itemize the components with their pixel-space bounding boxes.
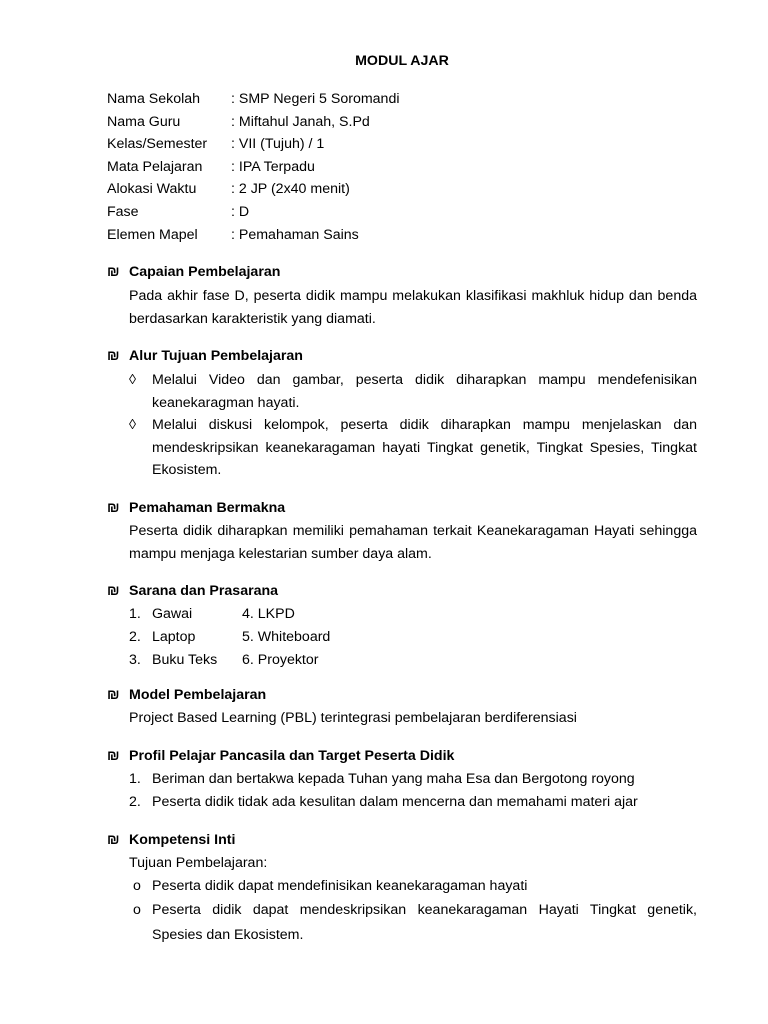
item-text: Gawai [152, 606, 193, 622]
item-text: Peserta didik tidak ada kesulitan dalam mencerna dan memahami materi ajar [152, 794, 638, 810]
kompetensi-subheading: Tujuan Pembelajaran: [129, 855, 268, 871]
item-number: 2. [129, 794, 141, 810]
sarana-item: 6. Proyektor [242, 652, 319, 668]
info-value: : VII (Tujuh) / 1 [231, 136, 325, 152]
item-text: Beriman dan bertakwa kepada Tuhan yang maha Esa dan Bergotong royong [152, 771, 635, 787]
info-label: Fase [107, 204, 139, 220]
pemahaman-paragraph: Peserta didik diharapkan memiliki pemahaman terkait Keanekaragaman Hayati sehingga mampu menjaga kelestarian sumber daya alam. [129, 523, 697, 562]
capaian-paragraph: Pada akhir fase D, peserta didik mampu melakukan klasifikasi makhluk hidup dan benda berdasarkan karakteristik yang diamati. [129, 288, 697, 327]
profil-item [129, 769, 635, 789]
info-value: : Pemahaman Sains [231, 227, 359, 243]
info-label: Alokasi Waktu [107, 181, 197, 197]
alur-item [129, 414, 697, 482]
sarana-item [129, 650, 217, 670]
info-value: : IPA Terpadu [231, 159, 315, 175]
item-number: 3. [129, 652, 141, 668]
sarana-item [129, 627, 195, 647]
kompetensi-item [133, 874, 697, 899]
info-value: : D [231, 204, 250, 220]
section-heading-kompetensi [107, 830, 235, 850]
section-bullet-icon: ₪ [107, 500, 120, 516]
section-title: Pemahaman Bermakna [129, 500, 286, 516]
section-bullet-icon: ₪ [107, 348, 120, 364]
section-title: Profil Pelajar Pancasila dan Target Peserta Didik [129, 748, 455, 764]
item-number: 2. [129, 629, 141, 645]
section-bullet-icon: ₪ [107, 583, 120, 599]
alur-item [129, 369, 697, 414]
section-heading-model [107, 685, 266, 705]
section-title: Model Pembelajaran [129, 687, 267, 703]
info-label: Nama Sekolah [107, 91, 201, 107]
item-text: Buku Teks [152, 652, 218, 668]
info-label: Elemen Mapel [107, 227, 198, 243]
section-heading-profil [107, 746, 454, 766]
section-title: Alur Tujuan Pembelajaran [129, 348, 303, 364]
circle-bullet-icon: o [133, 902, 141, 918]
item-number: 1. [129, 606, 141, 622]
info-label: Mata Pelajaran [107, 159, 203, 175]
info-value: : Miftahul Janah, S.Pd [231, 114, 370, 130]
info-value: : 2 JP (2x40 menit) [231, 181, 350, 197]
alur-item-text: Melalui diskusi kelompok, peserta didik diharapkan mampu menjelaskan dan mendeskripsikan keanekaragaman hayati Tingkat genetik, Tingkat Spesies, Tingkat Ekosistem. [152, 417, 697, 479]
section-heading-sarana [107, 581, 278, 601]
section-title: Capaian Pembelajaran [129, 264, 281, 280]
section-heading-alur [107, 346, 303, 366]
kompetensi-item [133, 898, 697, 947]
section-bullet-icon: ₪ [107, 832, 120, 848]
profil-item [129, 792, 638, 812]
item-number: 1. [129, 771, 141, 787]
diamond-bullet-icon: ◊ [129, 372, 137, 388]
model-text: Project Based Learning (PBL) terintegrasi pembelajaran berdiferensiasi [129, 710, 577, 726]
section-title: Kompetensi Inti [129, 832, 236, 848]
circle-bullet-icon: o [133, 878, 141, 894]
info-value: : SMP Negeri 5 Soromandi [231, 91, 400, 107]
sarana-item: 5. Whiteboard [242, 629, 331, 645]
document-title: MODUL AJAR [355, 53, 449, 69]
alur-item-text: Melalui Video dan gambar, peserta didik diharapkan mampu mendefenisikan keanekaragman hayati. [152, 372, 697, 411]
kompetensi-item-text: Peserta didik dapat mendefinisikan keanekaragaman hayati [152, 878, 528, 894]
info-label: Nama Guru [107, 114, 181, 130]
kompetensi-item-text: Peserta didik dapat mendeskripsikan keanekaragaman Hayati Tingkat genetik, Spesies dan Ekosistem. [152, 902, 697, 943]
section-heading-pemahaman [107, 498, 285, 518]
section-heading-capaian [107, 262, 280, 282]
section-title: Sarana dan Prasarana [129, 583, 279, 599]
sarana-item: 4. LKPD [242, 606, 295, 622]
sarana-item [129, 604, 192, 624]
section-bullet-icon: ₪ [107, 687, 120, 703]
info-label: Kelas/Semester [107, 136, 208, 152]
section-bullet-icon: ₪ [107, 264, 120, 280]
diamond-bullet-icon: ◊ [129, 417, 137, 433]
item-text: Laptop [152, 629, 196, 645]
section-bullet-icon: ₪ [107, 748, 120, 764]
